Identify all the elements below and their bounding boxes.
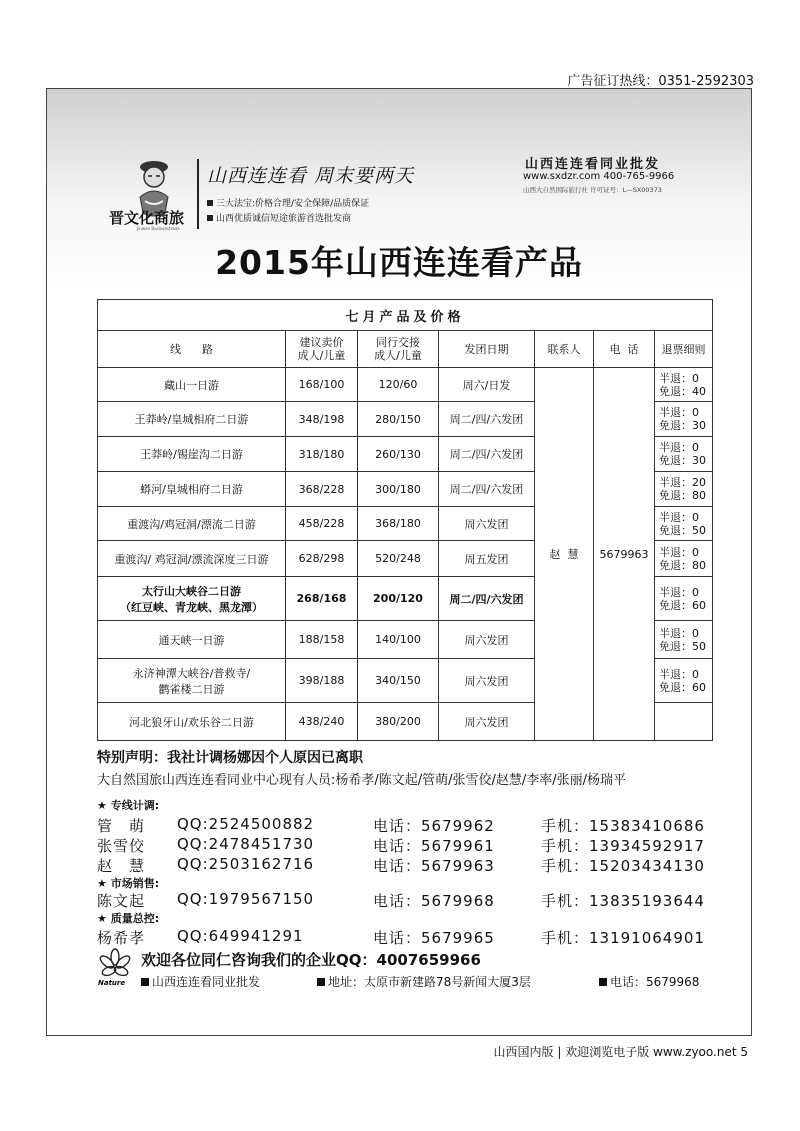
date-cell: 周二/四/六发团 (439, 437, 535, 472)
suggest-price-cell: 318/180 (286, 437, 358, 472)
route-cell: 王莽岭/锡崖沟二日游 (98, 437, 286, 472)
date-cell: 周二/四/六发团 (439, 402, 535, 437)
route-cell: 太行山大峡谷二日游 （红豆峡、青龙峡、黑龙潭） (98, 577, 286, 621)
table-caption: 七月产品及价格 (98, 300, 713, 331)
refund-cell: 半退：0 免退：30 (655, 437, 713, 472)
special-declaration: 特别声明：我社计调杨娜因个人原因已离职 (97, 750, 363, 766)
refund-cell: 半退：0 免退：80 (655, 541, 713, 577)
route-cell: 蟒河/皇城相府二日游 (98, 472, 286, 507)
col-peer: 同行交接 成人/儿童 (358, 331, 439, 368)
col-refund: 退票细则 (655, 331, 713, 368)
date-cell: 周二/四/六发团 (439, 472, 535, 507)
footer-item: 电话：5679968 (599, 973, 699, 990)
wholesale-title: 山西连连看同业批发 (525, 157, 661, 172)
suggest-price-cell: 268/168 (286, 577, 358, 621)
suggest-price-cell: 188/158 (286, 621, 358, 659)
date-cell: 周六发团 (439, 703, 535, 741)
phone-cell: 5679963 (594, 368, 655, 741)
refund-cell: 半退：0 免退：60 (655, 659, 713, 703)
welcome-qq: 欢迎各位同仁咨询我们的企业QQ：4007659966 (141, 951, 481, 969)
peer-price-cell: 280/150 (358, 402, 439, 437)
peer-price-cell: 520/248 (358, 541, 439, 577)
page-title: 2015年山西连连看产品 (215, 243, 583, 282)
refund-cell: 半退：0 免退：60 (655, 577, 713, 621)
bullet-item: 山西优质诚信短途旅游首选批发商 (207, 212, 369, 227)
website-phone: www.sxdzr.com 400-765-9966 (523, 171, 675, 182)
price-table (97, 299, 713, 741)
peer-price-cell: 140/100 (358, 621, 439, 659)
table-body (98, 368, 713, 741)
square-bullet-icon (141, 978, 149, 986)
square-bullet-icon (599, 978, 607, 986)
date-cell: 周六发团 (439, 621, 535, 659)
peer-price-cell: 260/130 (358, 437, 439, 472)
route-cell: 重渡沟/ 鸡冠洞/漂流深度三日游 (98, 541, 286, 577)
refund-cell: 半退：20 免退：80 (655, 472, 713, 507)
contact-cell: 赵 慧 (535, 368, 594, 741)
section-sales: ★ 市场销售: (97, 877, 160, 890)
refund-cell: 半退：0 免退：30 (655, 402, 713, 437)
suggest-price-cell: 348/198 (286, 402, 358, 437)
ad-frame: 晋文化商旅 Jinwen Businesstrade 山西连连看 周末要两天 三大法宝:价格合理/安全保障/品质保证 山西优质诚信短途旅游首选批发商 山西连连看同业批发 www.sxdzr.com 400-765-9966 山西大自然国际旅行社 许可证号：L—SX00373 2015年山西连连看产品 七月产品及价格 线 路 建议卖价 成人/儿童 同行交接 成人/儿童 发团日期 联系人 电 话 退票细则 藏山一日游 168/100 120/60 周六/日发 赵 慧 5679963 半退：0 免退：40 王莽岭/皇城相府二日游 348/198 280/150 周二/四/六发团 半退：0 免退：30 王莽岭/锡崖沟二日游 318/180 260/130 周二/四/六发团 半退：0 免退：30 蟒河/皇城相府二日游 368/228 300/180 周二/四/六发团 半退：20 免退：80 重渡沟/鸡冠洞/漂流二日游 458/228 368/180 周六发团 半退：0 免退：50 重渡沟/ 鸡冠洞/漂流深度三日游 628/298 520/248 周五发团 半退：0 免退：80 太行山大峡谷二日游 （红豆峡、青龙峡、黑龙潭） 268/168 200/120 周二/四/六发团 半退：0 免退：60 通天峡一日游 188/158 140/100 周六发团 半退：0 免退：50 永济神潭大峡谷/普救寺/ 鹳雀楼二日游 398/188 340/150 周六发团 半退：0 免退：60 河北狼牙山/欢乐谷二日游 438/240 380/200 周六发团 特别声明：我社计调杨娜因个人原因已离职 大自然国旅山西连连看同业中心现有人员:杨希孝/陈文起/管萌/张雪佼/赵慧/李率/张丽/杨瑞平 ★ 专线计调: 管 萌 QQ:2524500882 电话：5679962 手机：15383410686 张雪佼 QQ:2478451730 电话：5679961 手机：13934592917 赵 慧 QQ:2503162716 电话：5679963 手机：15203434130 ★ 市场销售: 陈文起 QQ:1979567150 电话：5679968 手机：13835193644 ★ 质量总控: 杨希孝 QQ:649941291 电话：5679965 手机：13191064901 Nature 欢迎各位同仁咨询我们的企业QQ：4007659966 山西连连看同业批发 地址：太原市新建路78号新闻大厦3层 电话：5679968 (46, 88, 752, 1036)
refund-cell: 半退：0 免退：50 (655, 621, 713, 659)
license-number: 山西大自然国际旅行社 许可证号：L—SX00373 (523, 186, 662, 194)
route-cell: 王莽岭/皇城相府二日游 (98, 402, 286, 437)
svg-text:Nature: Nature (98, 979, 126, 987)
bullet-item: 三大法宝:价格合理/安全保障/品质保证 (207, 197, 369, 212)
route-cell: 河北狼牙山/欢乐谷二日游 (98, 703, 286, 741)
route-cell: 重渡沟/鸡冠洞/漂流二日游 (98, 507, 286, 541)
date-cell: 周五发团 (439, 541, 535, 577)
peer-price-cell: 200/120 (358, 577, 439, 621)
footer-item: 山西连连看同业批发 (141, 973, 260, 990)
ad-hotline: 广告征订热线：0351-2592303 (567, 74, 754, 89)
refund-cell (655, 703, 713, 741)
refund-cell: 半退：0 免退：50 (655, 507, 713, 541)
peer-price-cell: 300/180 (358, 472, 439, 507)
route-cell: 通天峡一日游 (98, 621, 286, 659)
date-cell: 周六/日发 (439, 368, 535, 402)
suggest-price-cell: 458/228 (286, 507, 358, 541)
square-bullet-icon (207, 200, 213, 206)
footer-item: 地址：太原市新建路78号新闻大厦3层 (317, 973, 531, 990)
page-footer: 山西国内版 | 欢迎浏览电子版 www.zyoo.net 5 (493, 1045, 748, 1059)
peer-price-cell: 368/180 (358, 507, 439, 541)
logo-text: 晋文化商旅 (109, 209, 185, 227)
square-bullet-icon (207, 215, 213, 221)
table-row (98, 368, 713, 402)
slogan: 山西连连看 周末要两天 (207, 165, 415, 187)
col-route: 线 路 (98, 331, 286, 368)
suggest-price-cell: 438/240 (286, 703, 358, 741)
col-suggest: 建议卖价 成人/儿童 (286, 331, 358, 368)
route-cell: 藏山一日游 (98, 368, 286, 402)
peer-price-cell: 380/200 (358, 703, 439, 741)
peer-price-cell: 120/60 (358, 368, 439, 402)
route-cell: 永济神潭大峡谷/普救寺/ 鹳雀楼二日游 (98, 659, 286, 703)
date-cell: 周六发团 (439, 659, 535, 703)
suggest-price-cell: 628/298 (286, 541, 358, 577)
square-bullet-icon (317, 978, 325, 986)
header-divider (197, 159, 199, 229)
staff-list: 大自然国旅山西连连看同业中心现有人员:杨希孝/陈文起/管萌/张雪佼/赵慧/李率/张丽/杨瑞平 (97, 773, 627, 788)
suggest-price-cell: 168/100 (286, 368, 358, 402)
date-cell: 周二/四/六发团 (439, 577, 535, 621)
col-contact: 联系人 (535, 331, 594, 368)
logo-subtext: Jinwen Businesstrade (137, 226, 180, 231)
peer-price-cell: 340/150 (358, 659, 439, 703)
section-quality: ★ 质量总控: (97, 912, 160, 925)
col-date: 发团日期 (439, 331, 535, 368)
date-cell: 周六发团 (439, 507, 535, 541)
col-phone: 电 话 (594, 331, 655, 368)
header-bullets (207, 197, 369, 227)
suggest-price-cell: 398/188 (286, 659, 358, 703)
nature-flower-logo-icon (97, 947, 133, 987)
section-planning: ★ 专线计调: (97, 799, 160, 812)
refund-cell: 半退：0 免退：40 (655, 368, 713, 402)
table-header-row (98, 331, 713, 368)
suggest-price-cell: 368/228 (286, 472, 358, 507)
